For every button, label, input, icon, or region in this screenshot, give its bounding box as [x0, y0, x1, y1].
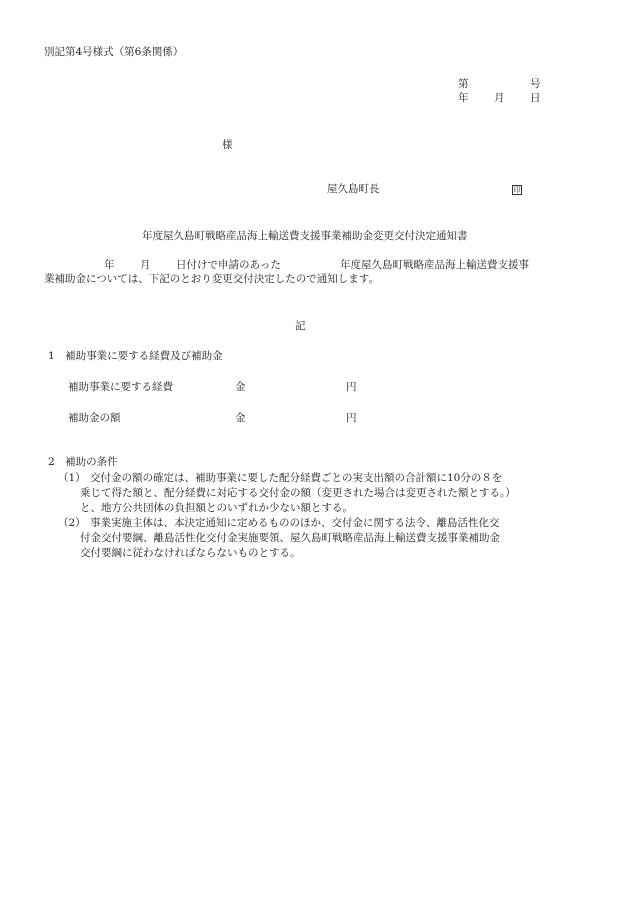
doc-number-dai: 第 [458, 78, 469, 90]
doc-number-go: 号 [530, 78, 541, 90]
section2-heading: 2 補助の条件 [48, 456, 118, 468]
section1-heading: 1 補助事業に要する経費及び補助金 [48, 350, 223, 362]
expense-yen: 円 [346, 381, 357, 393]
expense-kin: 金 [235, 381, 246, 393]
subsidy-yen: 円 [346, 412, 357, 424]
condition1-line2: 乗じて得た額と、配分経費に対応する交付金の額（変更された場合は変更された額とする。） [80, 487, 516, 499]
condition2-number: （2） [58, 517, 86, 529]
intro-month: 月 [140, 259, 151, 271]
condition1-line3: と、地方公共団体の負担額とのいずれか少ない額とする。 [80, 502, 353, 514]
condition2-line2: 付金交付要綱、離島活性化交付金実施要領、屋久島町戦略産品海上輸送費支援事業補助金 [80, 532, 500, 544]
doc-date-day: 日 [530, 92, 541, 104]
ki-heading: 記 [295, 320, 306, 332]
condition2-line1: 事業実施主体は、本決定通知に定めるもののほか、交付金に関する法令、離島活性化交 [90, 517, 500, 529]
doc-date-year: 年 [458, 92, 469, 104]
condition2-line3: 交付要綱に従わなければならないものとする。 [80, 547, 301, 559]
form-label: 別記第4号様式（第6条関係） [44, 46, 184, 58]
intro-text-1: 日付けで申請のあった [176, 259, 281, 271]
addressee-suffix: 様 [222, 139, 233, 151]
expense-label: 補助事業に要する経費 [68, 381, 173, 393]
doc-date-month: 月 [494, 92, 505, 104]
subsidy-kin: 金 [235, 412, 246, 424]
intro-text-1b: 年度屋久島町戦略産品海上輸送費支援事 [340, 259, 529, 271]
issuer-title: 屋久島町長 [327, 183, 380, 195]
seal-mark: 印 [513, 186, 521, 194]
condition1-number: （1） [58, 472, 86, 484]
intro-text-2: 業補助金については、下記のとおり変更交付決定したので通知します。 [44, 273, 379, 285]
document-title: 年度屋久島町戦略産品海上輸送費支援事業補助金変更交付決定通知書 [142, 230, 468, 242]
intro-year: 年 [104, 259, 115, 271]
condition1-line1: 交付金の額の確定は、補助事業に要した配分経費ごとの実支出額の合計額に10分の８を [90, 472, 503, 484]
subsidy-label: 補助金の額 [68, 412, 121, 424]
